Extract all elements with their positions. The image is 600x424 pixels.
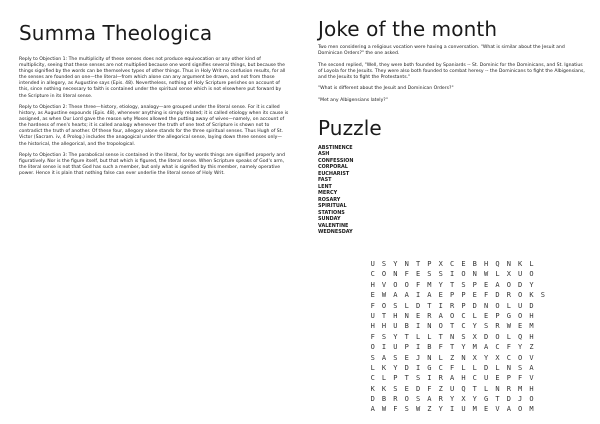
- grid-letter: N: [427, 322, 432, 331]
- grid-letter: C: [506, 353, 511, 362]
- grid-letter: Y: [529, 280, 534, 289]
- grid-letter: K: [370, 384, 375, 393]
- grid-letter: E: [415, 311, 421, 320]
- grid-letter: N: [506, 363, 511, 372]
- grid-letter: J: [415, 353, 421, 362]
- word-search-grid: [367, 259, 549, 415]
- grid-row: [367, 290, 549, 300]
- grid-letter: V: [381, 280, 387, 289]
- puzzle-word: LENT: [318, 183, 332, 190]
- grid-letter: O: [495, 332, 500, 341]
- summa-paragraph: Reply to Objection 3: The parabolical sense is contained in the literal, for by words things are signified properly and figuratively. Nor is the figure itself, but that which is figured, the literal sense. When Scripture speaks of God's arm, the literal sense is not that God has such a member, but only what is signified by this member, namely operative power. Hence it is plain that nothing false can ever underlie the literal sense of Holy Writ.: [19, 152, 286, 177]
- grid-letter: N: [404, 311, 409, 320]
- puzzle-word: WEDNESDAY: [318, 229, 353, 236]
- grid-letter: D: [472, 301, 477, 310]
- grid-letter: T: [472, 384, 477, 393]
- grid-letter: Y: [393, 332, 398, 341]
- grid-letter: F: [393, 405, 398, 414]
- grid-letter: K: [381, 363, 387, 372]
- grid-letter: I: [438, 301, 443, 310]
- puzzle-word: FAST: [318, 177, 332, 184]
- grid-letter: E: [404, 353, 409, 362]
- grid-letter: E: [472, 291, 477, 300]
- grid-letter: Y: [484, 353, 489, 362]
- right-column: [318, 17, 586, 236]
- grid-letter: N: [472, 270, 477, 279]
- grid-letter: V: [495, 405, 500, 414]
- grid-letter: E: [461, 260, 466, 268]
- grid-letter: O: [381, 270, 387, 279]
- grid-letter: W: [415, 405, 421, 414]
- grid-letter: T: [449, 280, 455, 289]
- grid-letter: X: [506, 270, 511, 279]
- grid-letter: G: [506, 311, 511, 320]
- grid-letter: A: [404, 291, 409, 300]
- grid-letter: Y: [438, 405, 443, 414]
- grid-letter: C: [495, 343, 500, 352]
- grid-letter: H: [529, 311, 534, 320]
- grid-letter: T: [404, 332, 409, 341]
- grid-letter: L: [495, 270, 500, 279]
- grid-letter: E: [484, 311, 489, 320]
- puzzle-word: CORPORAL: [318, 164, 348, 171]
- grid-letter: D: [495, 291, 500, 300]
- grid-letter: M: [427, 280, 432, 289]
- grid-letter: O: [404, 280, 409, 289]
- grid-letter: S: [404, 405, 409, 414]
- grid-letter: H: [529, 384, 534, 393]
- puzzle-title: Puzzle: [318, 115, 382, 140]
- grid-letter: P: [506, 374, 511, 383]
- grid-letter: E: [404, 384, 409, 393]
- grid-letter: N: [461, 353, 466, 362]
- grid-letter: A: [506, 405, 511, 414]
- grid-letter: L: [404, 301, 409, 310]
- grid-letter: O: [404, 395, 409, 404]
- grid-row: [367, 404, 549, 414]
- grid-letter: O: [518, 291, 523, 300]
- grid-letter: A: [438, 311, 443, 320]
- grid-letter: L: [461, 363, 466, 372]
- grid-row: [367, 373, 549, 383]
- grid-letter: E: [495, 374, 500, 383]
- grid-letter: E: [438, 291, 443, 300]
- grid-letter: C: [461, 322, 466, 331]
- grid-letter: U: [449, 384, 455, 393]
- joke-paragraph: The second replied, "Well, they were both founded by Spaniards -- St. Dominic for the Dominicans, and St. Ignatius of Loyola for the Jesuits. They were also both founded to combat heresy -- the Dominicans to fight the Albigensians, and the Jesuits to fight the Protestants.": [318, 62, 585, 80]
- grid-letter: F: [415, 280, 421, 289]
- summa-paragraph: Reply to Objection 1: The multiplicity of these senses does not produce equivocation or any other kind of multiplicity, seeing that these senses are not multiplied because one word signifies several things, but because the things signified by the words can be themselves types of other things. Thus in Holy Writ no confusion results, for all the senses are founded on one—the literal—from which alone can any argument be drawn, and not from those intended in allegory, as Augustine says (Epis. 48). Nevertheless, nothing of Holy Scripture perishes on account of this, since nothing necessary to faith is contained under the spiritual sense which is not elsewhere put forward by the Scripture in its literal sense.: [19, 57, 286, 99]
- grid-letter: G: [484, 395, 489, 404]
- joke-paragraph: "Met any Albigensians lately?": [318, 97, 388, 103]
- grid-letter: U: [370, 260, 375, 268]
- grid-letter: J: [518, 395, 523, 404]
- grid-letter: N: [404, 260, 409, 268]
- puzzle-word: SUNDAY: [318, 216, 341, 223]
- puzzle-word: ASH: [318, 151, 330, 158]
- grid-letter: S: [370, 353, 375, 362]
- grid-row: [367, 280, 549, 290]
- grid-letter: S: [415, 374, 421, 383]
- grid-letter: K: [381, 384, 387, 393]
- grid-letter: S: [438, 270, 443, 279]
- grid-letter: E: [370, 291, 375, 300]
- grid-letter: X: [438, 260, 443, 268]
- grid-letter: M: [518, 384, 523, 393]
- grid-letter: U: [518, 301, 523, 310]
- puzzle-word: VALENTINE: [318, 222, 349, 229]
- grid-letter: A: [529, 363, 534, 372]
- grid-row: [367, 332, 549, 342]
- grid-letter: Z: [438, 384, 443, 393]
- grid-letter: M: [472, 405, 477, 414]
- grid-letter: O: [449, 311, 455, 320]
- grid-letter: X: [461, 395, 466, 404]
- grid-letter: T: [449, 343, 455, 352]
- grid-letter: T: [495, 395, 500, 404]
- grid-letter: D: [415, 301, 421, 310]
- grid-letter: R: [506, 384, 511, 393]
- grid-letter: I: [415, 363, 421, 372]
- puzzle-word: STATIONS: [318, 209, 345, 216]
- grid-letter: I: [415, 291, 421, 300]
- grid-letter: L: [427, 332, 432, 341]
- grid-letter: B: [472, 260, 477, 268]
- grid-letter: V: [529, 374, 534, 383]
- grid-letter: U: [393, 343, 398, 352]
- grid-letter: R: [495, 322, 500, 331]
- grid-letter: K: [529, 291, 534, 300]
- puzzle-word: CONFESSION: [318, 157, 354, 164]
- grid-letter: T: [415, 260, 421, 268]
- grid-letter: V: [529, 353, 534, 362]
- grid-letter: A: [427, 395, 432, 404]
- grid-letter: U: [393, 322, 398, 331]
- grid-letter: A: [449, 374, 455, 383]
- grid-letter: Q: [518, 332, 523, 341]
- grid-letter: O: [518, 405, 523, 414]
- grid-letter: S: [461, 280, 466, 289]
- joke-paragraph: Two men considering a religious vocation were having a conversation. "What is similar about the Jesuit and Dominican Orders?" the one asked.: [318, 45, 565, 57]
- grid-letter: N: [506, 260, 511, 268]
- grid-letter: N: [427, 353, 432, 362]
- grid-row: [367, 259, 549, 269]
- grid-letter: O: [518, 311, 523, 320]
- grid-letter: C: [449, 260, 455, 268]
- grid-letter: M: [529, 405, 534, 414]
- grid-letter: D: [518, 280, 523, 289]
- grid-letter: P: [393, 374, 398, 383]
- grid-letter: H: [393, 311, 398, 320]
- grid-letter: B: [427, 343, 432, 352]
- grid-letter: U: [370, 311, 375, 320]
- grid-row: [367, 394, 549, 404]
- grid-letter: L: [381, 374, 387, 383]
- puzzle-word: ABSTINENCE: [318, 144, 353, 151]
- grid-letter: Y: [518, 343, 523, 352]
- grid-letter: D: [415, 384, 421, 393]
- grid-letter: H: [529, 332, 534, 341]
- grid-letter: F: [518, 374, 523, 383]
- grid-letter: F: [404, 270, 409, 279]
- grid-letter: S: [381, 260, 387, 268]
- grid-letter: Y: [472, 395, 477, 404]
- grid-letter: P: [449, 291, 455, 300]
- grid-letter: F: [438, 343, 443, 352]
- grid-letter: C: [370, 374, 375, 383]
- grid-letter: B: [381, 395, 387, 404]
- grid-letter: U: [461, 405, 466, 414]
- puzzle-word: MERCY: [318, 190, 338, 197]
- grid-letter: O: [393, 280, 398, 289]
- grid-letter: T: [438, 332, 443, 341]
- grid-letter: H: [370, 280, 375, 289]
- grid-row: [367, 363, 549, 373]
- grid-letter: L: [438, 353, 443, 362]
- grid-letter: R: [449, 301, 455, 310]
- grid-letter: L: [506, 332, 511, 341]
- grid-letter: K: [518, 260, 523, 268]
- puzzle-word: EUCHARIST: [318, 170, 350, 177]
- grid-letter: X: [472, 353, 477, 362]
- grid-letter: T: [404, 374, 409, 383]
- grid-letter: S: [427, 270, 432, 279]
- grid-letter: R: [438, 374, 443, 383]
- grid-letter: S: [518, 363, 523, 372]
- grid-letter: W: [381, 405, 387, 414]
- grid-letter: D: [484, 332, 489, 341]
- grid-row: [367, 311, 549, 321]
- grid-letter: D: [404, 363, 409, 372]
- puzzle-word: SPIRITUAL: [318, 203, 347, 210]
- grid-letter: W: [381, 291, 387, 300]
- grid-letter: D: [529, 301, 534, 310]
- grid-letter: U: [484, 374, 489, 383]
- grid-letter: Y: [472, 322, 477, 331]
- grid-letter: O: [518, 353, 523, 362]
- grid-letter: Z: [427, 405, 432, 414]
- grid-letter: C: [438, 363, 443, 372]
- grid-letter: Y: [393, 260, 398, 268]
- grid-letter: C: [472, 374, 477, 383]
- grid-letter: S: [484, 322, 489, 331]
- grid-letter: F: [506, 343, 511, 352]
- puzzle-word: ROSARY: [318, 196, 341, 203]
- grid-letter: B: [404, 322, 409, 331]
- grid-letter: N: [393, 270, 398, 279]
- grid-letter: I: [415, 343, 421, 352]
- grid-letter: P: [427, 260, 432, 268]
- summa-section: [19, 21, 289, 183]
- grid-letter: T: [449, 322, 455, 331]
- grid-letter: A: [370, 405, 375, 414]
- grid-letter: R: [506, 291, 511, 300]
- grid-letter: L: [415, 332, 421, 341]
- grid-letter: F: [370, 332, 375, 341]
- grid-letter: H: [370, 322, 375, 331]
- grid-letter: Z: [449, 353, 455, 362]
- grid-letter: A: [484, 343, 489, 352]
- grid-letter: L: [472, 311, 477, 320]
- grid-letter: S: [393, 353, 398, 362]
- grid-letter: F: [427, 384, 432, 393]
- grid-letter: O: [529, 395, 534, 404]
- grid-letter: Y: [393, 363, 398, 372]
- grid-letter: Z: [529, 343, 534, 352]
- grid-letter: O: [381, 301, 387, 310]
- grid-letter: P: [404, 343, 409, 352]
- grid-letter: L: [472, 363, 477, 372]
- grid-letter: A: [393, 291, 398, 300]
- grid-letter: G: [427, 363, 432, 372]
- grid-letter: F: [484, 291, 489, 300]
- grid-letter: H: [381, 322, 387, 331]
- grid-letter: P: [461, 291, 466, 300]
- grid-row: [367, 342, 549, 352]
- grid-letter: H: [484, 260, 489, 268]
- grid-letter: T: [381, 311, 387, 320]
- grid-letter: I: [427, 374, 432, 383]
- grid-letter: R: [438, 395, 443, 404]
- grid-letter: S: [415, 395, 421, 404]
- grid-letter: O: [370, 343, 375, 352]
- grid-letter: R: [393, 395, 398, 404]
- grid-letter: L: [506, 301, 511, 310]
- grid-row: [367, 269, 549, 279]
- grid-letter: L: [484, 384, 489, 393]
- grid-letter: L: [370, 363, 375, 372]
- grid-letter: S: [381, 332, 387, 341]
- puzzle-word-list: [318, 145, 586, 236]
- grid-letter: O: [506, 280, 511, 289]
- grid-letter: C: [370, 270, 375, 279]
- grid-letter: Y: [461, 343, 466, 352]
- grid-letter: Y: [438, 280, 443, 289]
- grid-row: [367, 321, 549, 331]
- grid-letter: X: [472, 332, 477, 341]
- grid-letter: E: [415, 270, 421, 279]
- grid-letter: F: [370, 301, 375, 310]
- grid-letter: P: [461, 301, 466, 310]
- joke-paragraph: "What is different about the Jesuit and Dominican Orders?": [318, 86, 454, 92]
- grid-letter: X: [495, 353, 500, 362]
- grid-letter: P: [495, 311, 500, 320]
- grid-letter: E: [484, 405, 489, 414]
- grid-letter: S: [540, 291, 545, 300]
- joke-title: Joke of the month: [318, 17, 498, 41]
- grid-letter: I: [381, 343, 387, 352]
- grid-letter: S: [393, 301, 398, 310]
- grid-letter: N: [449, 332, 455, 341]
- grid-letter: L: [529, 260, 534, 268]
- grid-letter: S: [461, 332, 466, 341]
- grid-letter: R: [427, 311, 432, 320]
- grid-letter: O: [529, 270, 534, 279]
- grid-letter: O: [438, 322, 443, 331]
- grid-letter: A: [427, 291, 432, 300]
- grid-letter: H: [461, 374, 466, 383]
- grid-letter: W: [506, 322, 511, 331]
- grid-letter: N: [484, 301, 489, 310]
- grid-letter: O: [461, 270, 466, 279]
- grid-letter: S: [393, 384, 398, 393]
- grid-row: [367, 301, 549, 311]
- grid-letter: D: [506, 395, 511, 404]
- grid-letter: N: [495, 384, 500, 393]
- grid-letter: Q: [461, 384, 466, 393]
- grid-row: [367, 353, 549, 363]
- grid-row: [367, 384, 549, 394]
- summa-paragraph: Reply to Objection 2: These three—history, etiology, analogy—are grouped under the literal sense. For it is called history, as Augustine expounds (Epis. 48), whenever anything is simply related; it is called etiology when its cause is assigned, as when Our Lord gave the reason why Moses allowed the putting away of wives—namely, on account of the hardness of men's hearts; it is called analogy whenever the truth of one text of Scripture is shown not to contradict the truth of another. Of these four, allegory alone stands for the three spiritual senses. Thus Hugh of St. Victor (Sacram. iv, 4 Prolog.) includes the anagogical under the allegorical sense, laying down three senses only—the historical, the allegorical, and the tropological.: [19, 104, 289, 147]
- grid-letter: Y: [449, 395, 455, 404]
- grid-letter: D: [484, 363, 489, 372]
- grid-letter: P: [472, 280, 477, 289]
- grid-letter: I: [415, 322, 421, 331]
- grid-letter: M: [529, 322, 534, 331]
- grid-letter: A: [495, 280, 500, 289]
- grid-letter: I: [449, 405, 455, 414]
- summa-title: Summa Theologica: [19, 21, 213, 45]
- grid-letter: T: [427, 301, 432, 310]
- grid-letter: C: [461, 311, 466, 320]
- grid-letter: U: [518, 270, 523, 279]
- grid-letter: M: [472, 343, 477, 352]
- grid-letter: A: [381, 353, 387, 362]
- grid-letter: E: [484, 280, 489, 289]
- grid-letter: E: [518, 322, 523, 331]
- grid-letter: D: [370, 395, 375, 404]
- grid-letter: Q: [495, 260, 500, 268]
- grid-letter: O: [495, 301, 500, 310]
- grid-letter: I: [449, 270, 455, 279]
- grid-letter: W: [484, 270, 489, 279]
- grid-letter: F: [449, 363, 455, 372]
- grid-letter: L: [495, 363, 500, 372]
